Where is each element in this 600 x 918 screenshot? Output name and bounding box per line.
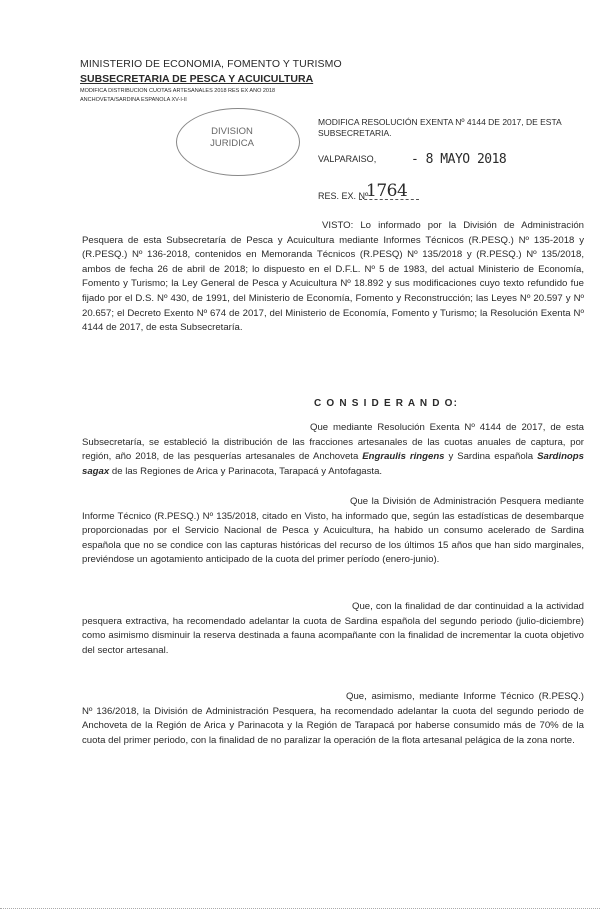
considerando-paragraph-4: Que, asimismo, mediante Informe Técnico (R.PESQ.) Nº 136/2018, la División de Administración Pesquera, ha recomendado adelantar la cuota del segundo periodo de Anchoveta de la Región de Arica y Parinacota y la Región de Tarapacá por haberse consumido más de 70% de la cuota del primer periodo, con la finalidad de no paralizar la operación de la flota artesanal pelágica de la zona norte. (82, 691, 584, 746)
ministry-name: MINISTERIO DE ECONOMIA, FOMENTO Y TURISMO (80, 58, 342, 70)
considerando-paragraph-2: Que la División de Administración Pesquera mediante Informe Técnico (R.PESQ.) Nº 135/2018, citado en Visto, ha informado que, según las estadísticas de desembarque proporcionadas por el Servicio Nacional de Pesca y Acuicultura, ha habido un consumo acelerado de Sardina española que no se condice con las capturas históricas del recurso de los últimos 15 años que han sido marginales, previéndose un agotamiento anticipado de la cuota del primer período (enero-junio). (82, 496, 584, 566)
date-stamp: - 8 MAYO 2018 (411, 152, 507, 167)
resolution-number-underline (359, 199, 419, 200)
subsecretaria-name: SUBSECRETARIA DE PESCA Y ACUICULTURA (80, 73, 314, 85)
resolution-reference: MODIFICA RESOLUCIÓN EXENTA Nº 4144 DE 2017, DE ESTA SUBSECRETARIA. (318, 117, 562, 138)
considerando-paragraph-1: Que mediante Resolución Exenta Nº 4144 de 2017, de esta Subsecretaría, se estableció la distribución de las fracciones artesanales de las cuotas anuales de captura, por región, año 2018, de las pesquerías artesanales de Anchoveta Engraulis ringens y Sardina española Sardinops sagax de las Regiones de Arica y Parinacota, Tarapacá y Antofagasta. (82, 422, 584, 477)
visto-paragraph (82, 219, 584, 336)
resolution-number-label: RES. EX. Nº (318, 191, 369, 201)
page-footer-rule (0, 908, 600, 909)
place-label: VALPARAISO, (318, 154, 377, 164)
header-subject-line: MODIFICA DISTRIBUCION CUOTAS ARTESANALES 2018 RES EX AÑO 2018 (80, 88, 276, 94)
resolution-number: 1764 (366, 181, 408, 201)
considerando-heading: C O N S I D E R A N D O: (314, 398, 459, 409)
species-sardina: Sardinops sagax (82, 451, 584, 477)
considerando-paragraph-3: Que, con la finalidad de dar continuidad a la actividad pesquera extractiva, ha recomendado adelantar la cuota de Sardina española del segundo periodo (julio-diciembre) como asimismo disminuir la reserva destinada a fauna acompañante con la finalidad de incrementar la cuota objetivo del sector artesanal. (82, 601, 584, 656)
visto-label: VISTO: (322, 220, 354, 231)
division-juridica-stamp (176, 108, 300, 176)
stamp-text: DIVISION JURIDICA (210, 126, 254, 149)
species-anchoveta: Engraulis ringens (362, 451, 445, 463)
header-species-line: ANCHOVETA/SARDINA ESPAÑOLA XV-I-II (80, 97, 187, 103)
visto-text: Lo informado por la División de Administración Pesquera de esta Subsecretaría de Pesca y Acuicultura mediante Informes Técnicos (R.PESQ.) Nº 135-2018 y (R.PESQ.) Nº 136-2018, contenidos en Memoranda Técnicos (R.PESQ) Nº 135/2018 y (R.PESQ.) Nº 135/2018, ambos de fecha 26 de abril de 2018; lo dispuesto en el D.F.L. Nº 5 de 1983, del actual Ministerio de Economía, Fomento y Turismo; la Ley General de Pesca y Acuicultura Nº 18.892 y sus modificaciones cuyo texto refundido fue fijado por el D.S. Nº 430, de 1991, del Ministerio de Economía, Fomento y Reconstrucción; las Leyes Nº 20.597 y Nº 20.657; el Decreto Exento Nº 674 de 2017, del Ministerio de Economía, Fomento y Turismo; la Resolución Exenta Nº 4144 de 2017, de esta Subsecretaría. (82, 220, 584, 334)
